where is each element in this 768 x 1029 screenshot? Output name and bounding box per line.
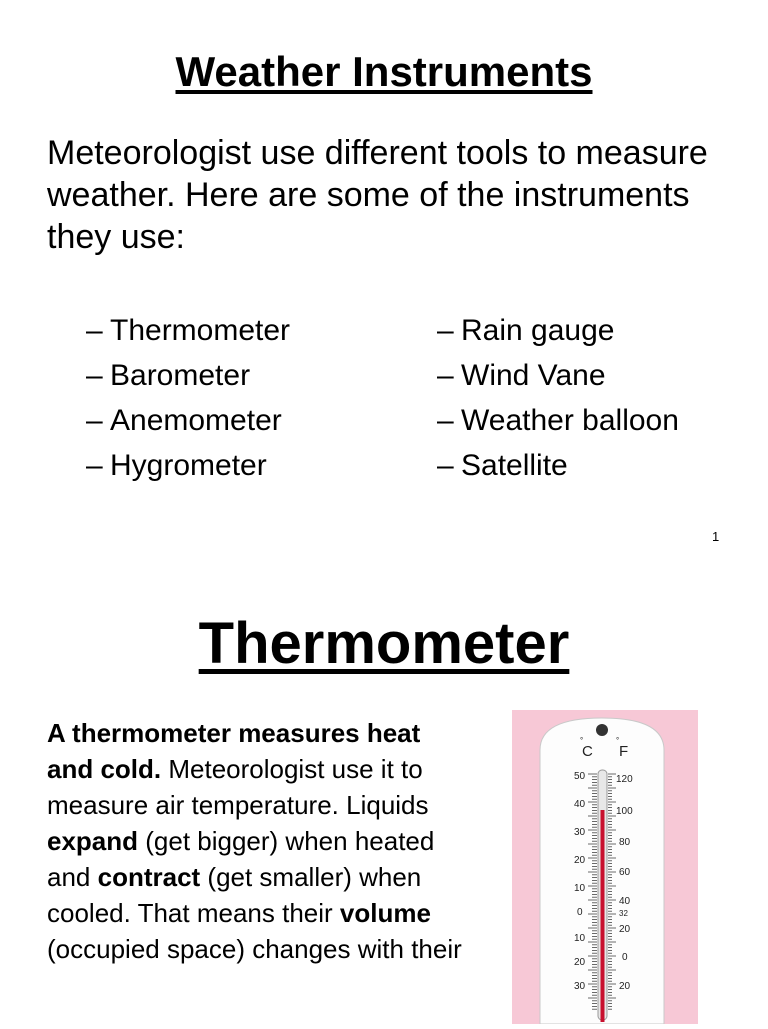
list-item — [437, 308, 679, 353]
dash-marker: – — [437, 314, 454, 347]
fahrenheit-label: 32 — [619, 909, 628, 918]
list-item-label: Satellite — [461, 449, 568, 482]
degree-symbol: ° — [616, 736, 620, 745]
mercury-column — [601, 810, 605, 1022]
body-bold-text: volume — [339, 898, 431, 928]
list-item — [437, 353, 679, 398]
list-item — [437, 398, 679, 443]
intro-paragraph: Meteorologist use different tools to measure weather. Here are some of the instruments they use: — [47, 134, 708, 256]
thermometer-illustration — [512, 710, 698, 1024]
celsius-label: 20 — [574, 957, 586, 968]
fahrenheit-label: 20 — [619, 924, 631, 935]
celsius-unit: C — [582, 743, 593, 760]
instrument-list-left — [86, 308, 290, 488]
fahrenheit-label: 20 — [619, 981, 631, 992]
body-text: Meteorologist use it to measure air temperature. Liquids — [47, 754, 429, 820]
list-item-label: Barometer — [110, 359, 251, 392]
dash-marker: – — [86, 314, 103, 347]
celsius-label: 30 — [574, 827, 586, 838]
slide-2 — [0, 560, 768, 1024]
list-item-label: Thermometer — [110, 314, 291, 347]
body-text: (occupied space) changes with their — [47, 934, 462, 964]
fahrenheit-unit: F — [619, 743, 629, 760]
body-paragraph — [47, 715, 467, 967]
list-item — [437, 443, 679, 488]
dash-marker: – — [437, 449, 454, 482]
instrument-list-right — [437, 308, 679, 488]
celsius-label: 30 — [574, 981, 586, 992]
list-item-label: Anemometer — [110, 404, 282, 437]
slide-title: Weather Instruments — [175, 48, 593, 95]
list-item — [86, 398, 290, 443]
list-item — [86, 443, 290, 488]
celsius-label: 10 — [574, 933, 586, 944]
list-item-label: Wind Vane — [461, 359, 606, 392]
body-text: (get smaller) when cooled. That means their — [47, 862, 422, 928]
list-item — [86, 308, 290, 353]
fahrenheit-label: 0 — [622, 952, 628, 963]
body-text: (get bigger) when heated and — [47, 826, 435, 892]
page-number: 1 — [712, 529, 720, 544]
fahrenheit-label: 120 — [616, 774, 633, 785]
celsius-label: 20 — [574, 855, 586, 866]
celsius-label: 10 — [574, 883, 586, 894]
fahrenheit-label: 60 — [619, 867, 631, 878]
dash-marker: – — [86, 404, 103, 437]
list-item-label: Hygrometer — [110, 449, 267, 482]
fahrenheit-label: 100 — [616, 806, 633, 817]
list-item-label: Rain gauge — [461, 314, 615, 347]
fahrenheit-label: 80 — [619, 837, 631, 848]
dash-marker: – — [86, 359, 103, 392]
slide-title: Thermometer — [198, 611, 570, 676]
degree-symbol: ° — [580, 736, 584, 745]
body-bold-text: expand — [47, 826, 139, 856]
fahrenheit-label: 40 — [619, 896, 631, 907]
body-bold-text: contract — [97, 862, 201, 892]
celsius-label: 50 — [574, 771, 586, 782]
list-item — [86, 353, 290, 398]
celsius-label: 0 — [577, 907, 583, 918]
celsius-label: 40 — [574, 799, 586, 810]
thermometer-image — [512, 710, 698, 1024]
list-item-label: Weather balloon — [461, 404, 679, 437]
dash-marker: – — [86, 449, 103, 482]
dash-marker: – — [437, 359, 454, 392]
body-bold-text: A thermometer measures heat and cold. — [47, 718, 421, 784]
dash-marker: – — [437, 404, 454, 437]
hanging-hole — [596, 724, 608, 736]
